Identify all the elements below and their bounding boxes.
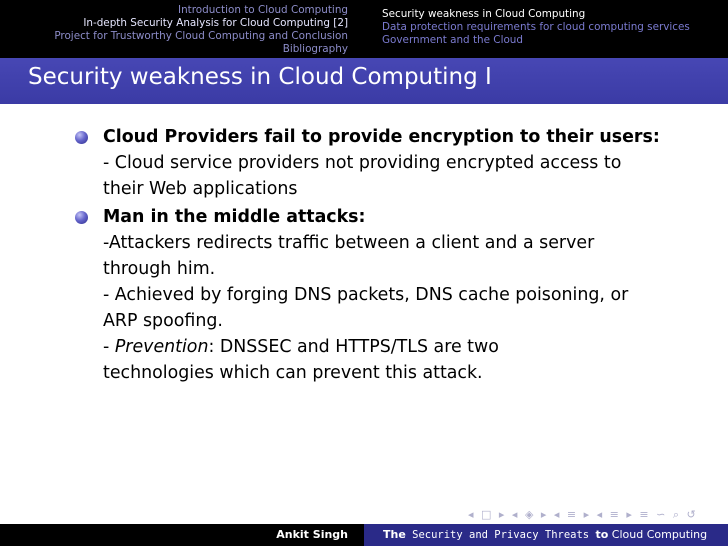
- prevention-line: [103, 334, 712, 360]
- bullet-item-mitm: [62, 204, 712, 386]
- frame-title-bar: [0, 58, 728, 104]
- bullet-text-line: - Achieved by forging DNS packets, DNS cache poisoning, or: [103, 285, 629, 305]
- frame-title: Security weakness in Cloud Computing I: [28, 64, 492, 90]
- nav-section-security-analysis[interactable]: In-depth Security Analysis for Cloud Computing [2]: [83, 17, 348, 29]
- footer-title-the: The: [383, 528, 406, 541]
- footer-author: Ankit Singh: [276, 528, 348, 541]
- navigation-symbols[interactable]: ◂ □ ▸ ◂ ◈ ▸ ◂ ≡ ▸ ◂ ≡ ▸ ≡ ∽ ⌕ ↺: [468, 508, 698, 521]
- bullet-text-line: technologies which can prevent this attack.: [103, 363, 483, 383]
- prevention-prefix: -: [103, 337, 115, 357]
- footer-title-to: to: [595, 528, 609, 541]
- nav-subsection-government-cloud[interactable]: Government and the Cloud: [382, 34, 523, 46]
- bullet-heading: Man in the middle attacks:: [103, 207, 366, 227]
- footer-title-rest: Cloud Computing: [608, 528, 708, 541]
- footer-title: [364, 524, 728, 546]
- nav-subsection-security-weakness[interactable]: Security weakness in Cloud Computing: [382, 8, 586, 20]
- bullet-item-encryption: [62, 124, 712, 202]
- slide-content: [62, 124, 712, 388]
- footer-title-mono: Security and Privacy Threats: [405, 529, 596, 541]
- bullet-text-line: -Attackers redirects traffic between a client and a server: [103, 233, 595, 253]
- bullet-text-line: ARP spoofing.: [103, 311, 223, 331]
- nav-section-project-conclusion[interactable]: Project for Trustworthy Cloud Computing and Conclusion: [54, 30, 348, 42]
- bullet-icon: [75, 211, 88, 224]
- headline-bar: [0, 0, 728, 58]
- prevention-label: Prevention: [114, 337, 209, 357]
- nav-section-bibliography[interactable]: Bibliography: [282, 43, 348, 55]
- bullet-text-line: through him.: [103, 259, 216, 279]
- section-navigation: [0, 4, 364, 56]
- bullet-text-line: their Web applications: [103, 179, 298, 199]
- nav-section-introduction[interactable]: Introduction to Cloud Computing: [178, 4, 348, 16]
- subsection-navigation: [382, 8, 728, 47]
- bullet-heading: Cloud Providers fail to provide encryption to their users:: [103, 127, 660, 147]
- bullet-text-line: - Cloud service providers not providing encrypted access to: [103, 153, 622, 173]
- nav-subsection-data-protection[interactable]: Data protection requirements for cloud computing services: [382, 21, 690, 33]
- prevention-text: : DNSSEC and HTTPS/TLS are two: [208, 337, 499, 357]
- footer-bar: [0, 524, 728, 546]
- bullet-icon: [75, 131, 88, 144]
